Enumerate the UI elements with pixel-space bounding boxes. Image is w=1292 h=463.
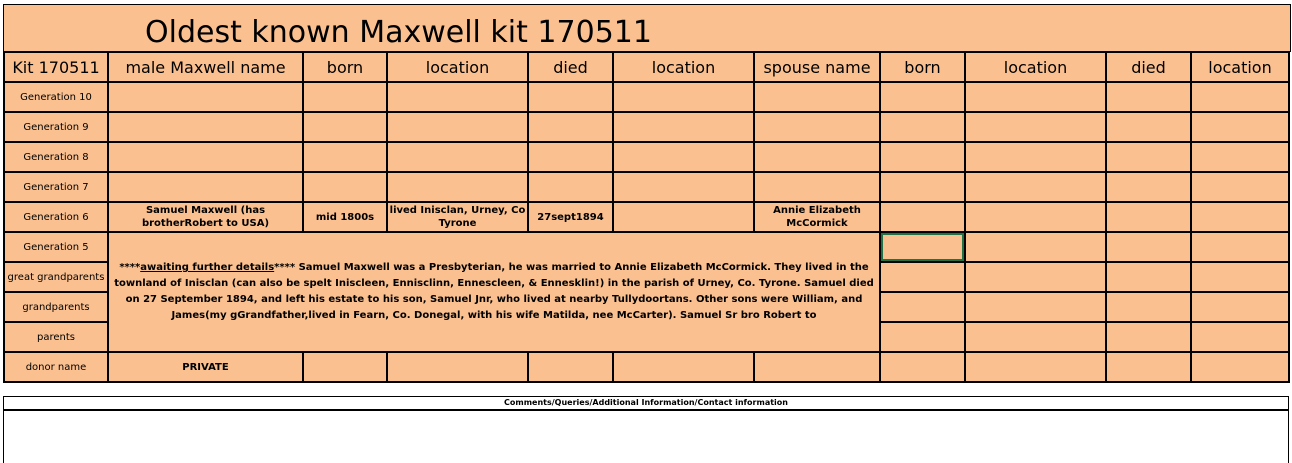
cell[interactable]: [754, 142, 880, 172]
cell[interactable]: [528, 352, 613, 382]
cell[interactable]: [1106, 292, 1191, 322]
sheet-title: Oldest known Maxwell kit 170511: [145, 15, 652, 50]
header-spouse-death-location[interactable]: location: [1191, 52, 1289, 82]
cell[interactable]: [108, 82, 303, 112]
spouse-name-cell[interactable]: Annie Elizabeth McCormick: [754, 202, 880, 232]
header-kit[interactable]: Kit 170511: [4, 52, 108, 82]
header-spouse-died[interactable]: died: [1106, 52, 1191, 82]
header-death-location[interactable]: location: [613, 52, 754, 82]
cell[interactable]: [880, 82, 965, 112]
header-spouse-location[interactable]: location: [965, 52, 1106, 82]
table-row: [4, 232, 1289, 262]
cell[interactable]: [1191, 142, 1289, 172]
cell[interactable]: [1106, 262, 1191, 292]
male-name-cell[interactable]: Samuel Maxwell (has brotherRobert to USA): [108, 202, 303, 232]
comments-label[interactable]: Comments/Queries/Additional Information/Contact information: [3, 396, 1289, 410]
born-cell[interactable]: mid 1800s: [303, 202, 387, 232]
table-row: [4, 142, 1289, 172]
cell[interactable]: [880, 112, 965, 142]
cell[interactable]: [613, 352, 754, 382]
cell[interactable]: [1106, 202, 1191, 232]
cell[interactable]: [754, 352, 880, 382]
row-label[interactable]: Generation 10: [4, 82, 108, 112]
cell[interactable]: [528, 142, 613, 172]
header-male-name[interactable]: male Maxwell name: [108, 52, 303, 82]
notes-cell[interactable]: [108, 232, 880, 352]
row-label[interactable]: great grandparents: [4, 262, 108, 292]
cell[interactable]: [880, 262, 965, 292]
cell[interactable]: [303, 172, 387, 202]
donor-name-cell[interactable]: PRIVATE: [108, 352, 303, 382]
title-cell[interactable]: [3, 4, 1291, 52]
row-label[interactable]: Generation 6: [4, 202, 108, 232]
cell[interactable]: [303, 82, 387, 112]
cell[interactable]: [1191, 292, 1289, 322]
cell[interactable]: [108, 172, 303, 202]
cell[interactable]: [613, 112, 754, 142]
cell[interactable]: [965, 262, 1106, 292]
cell[interactable]: [1106, 142, 1191, 172]
cell[interactable]: [1106, 172, 1191, 202]
table-row: [4, 112, 1289, 142]
cell[interactable]: [1106, 352, 1191, 382]
note-suffix: ****: [274, 262, 299, 273]
cell[interactable]: [965, 82, 1106, 112]
cell[interactable]: [880, 292, 965, 322]
row-label[interactable]: Generation 7: [4, 172, 108, 202]
table-row: [4, 172, 1289, 202]
row-label[interactable]: grandparents: [4, 292, 108, 322]
cell[interactable]: [965, 352, 1106, 382]
cell[interactable]: [613, 172, 754, 202]
header-born[interactable]: born: [303, 52, 387, 82]
cell[interactable]: [754, 82, 880, 112]
cell[interactable]: [528, 82, 613, 112]
cell[interactable]: [880, 202, 965, 232]
header-location[interactable]: location: [387, 52, 528, 82]
table-row: [4, 202, 1289, 232]
cell[interactable]: [387, 112, 528, 142]
cell[interactable]: [1106, 232, 1191, 262]
note-body: Samuel Maxwell was a Presbyterian, he was married to Annie Elizabeth McCormick. They lived in the townland of Inisclan (can also be spelt Iniscleen, Ennisclinn, Ennescleen, & Ennesklin!) in the parish of Urney, Co. Tyrone. Samuel died on 27 September 1894, and left his estate to his son, Samuel Jnr, who lived at nearby Tullydoortans. Other sons were William, and James(my gGrandfather,lived in Fearn, Co. Donegal, with his wife Matilda, nee McCarter). Samuel Sr bro Robert to: [114, 262, 874, 321]
row-label[interactable]: Generation 5: [4, 232, 108, 262]
table-row: [4, 352, 1289, 382]
cell[interactable]: [613, 82, 754, 112]
cell[interactable]: [1191, 112, 1289, 142]
cell[interactable]: [1191, 172, 1289, 202]
cell[interactable]: [528, 112, 613, 142]
cell[interactable]: [108, 142, 303, 172]
note-prefix: ****: [119, 262, 141, 273]
cell[interactable]: [965, 292, 1106, 322]
cell[interactable]: [965, 142, 1106, 172]
cell[interactable]: [880, 172, 965, 202]
comments-area[interactable]: [3, 409, 1289, 463]
cell[interactable]: [1191, 352, 1289, 382]
cell[interactable]: [387, 142, 528, 172]
cell[interactable]: [387, 172, 528, 202]
cell[interactable]: [1106, 112, 1191, 142]
cell[interactable]: [303, 142, 387, 172]
died-cell[interactable]: 27sept1894: [528, 202, 613, 232]
cell[interactable]: [1191, 202, 1289, 232]
cell[interactable]: [965, 172, 1106, 202]
cell[interactable]: [1191, 82, 1289, 112]
header-row: [4, 52, 1289, 82]
cell[interactable]: [965, 322, 1106, 352]
cell[interactable]: [880, 142, 965, 172]
cell[interactable]: [303, 352, 387, 382]
row-label[interactable]: parents: [4, 322, 108, 352]
table-row: [4, 82, 1289, 112]
cell[interactable]: [754, 172, 880, 202]
cell[interactable]: [1191, 232, 1289, 262]
cell[interactable]: [1106, 82, 1191, 112]
cell[interactable]: [1106, 322, 1191, 352]
selected-cell[interactable]: [880, 232, 965, 262]
location-cell[interactable]: lived Inisclan, Urney, Co Tyrone: [387, 202, 528, 232]
header-spouse-name[interactable]: spouse name: [754, 52, 880, 82]
cell[interactable]: [965, 202, 1106, 232]
note-status: awaiting further details: [140, 262, 275, 273]
cell[interactable]: [613, 142, 754, 172]
cell[interactable]: [880, 352, 965, 382]
cell[interactable]: [387, 352, 528, 382]
cell[interactable]: [387, 82, 528, 112]
cell[interactable]: [108, 112, 303, 142]
row-label[interactable]: Generation 8: [4, 142, 108, 172]
cell[interactable]: [880, 322, 965, 352]
cell[interactable]: [965, 112, 1106, 142]
row-label[interactable]: donor name: [4, 352, 108, 382]
cell[interactable]: [528, 172, 613, 202]
ancestry-table: [3, 51, 1290, 383]
cell[interactable]: [754, 112, 880, 142]
row-label[interactable]: Generation 9: [4, 112, 108, 142]
cell[interactable]: [613, 202, 754, 232]
header-died[interactable]: died: [528, 52, 613, 82]
cell[interactable]: [965, 232, 1106, 262]
cell[interactable]: [1191, 322, 1289, 352]
cell[interactable]: [1191, 262, 1289, 292]
cell[interactable]: [303, 112, 387, 142]
header-spouse-born[interactable]: born: [880, 52, 965, 82]
